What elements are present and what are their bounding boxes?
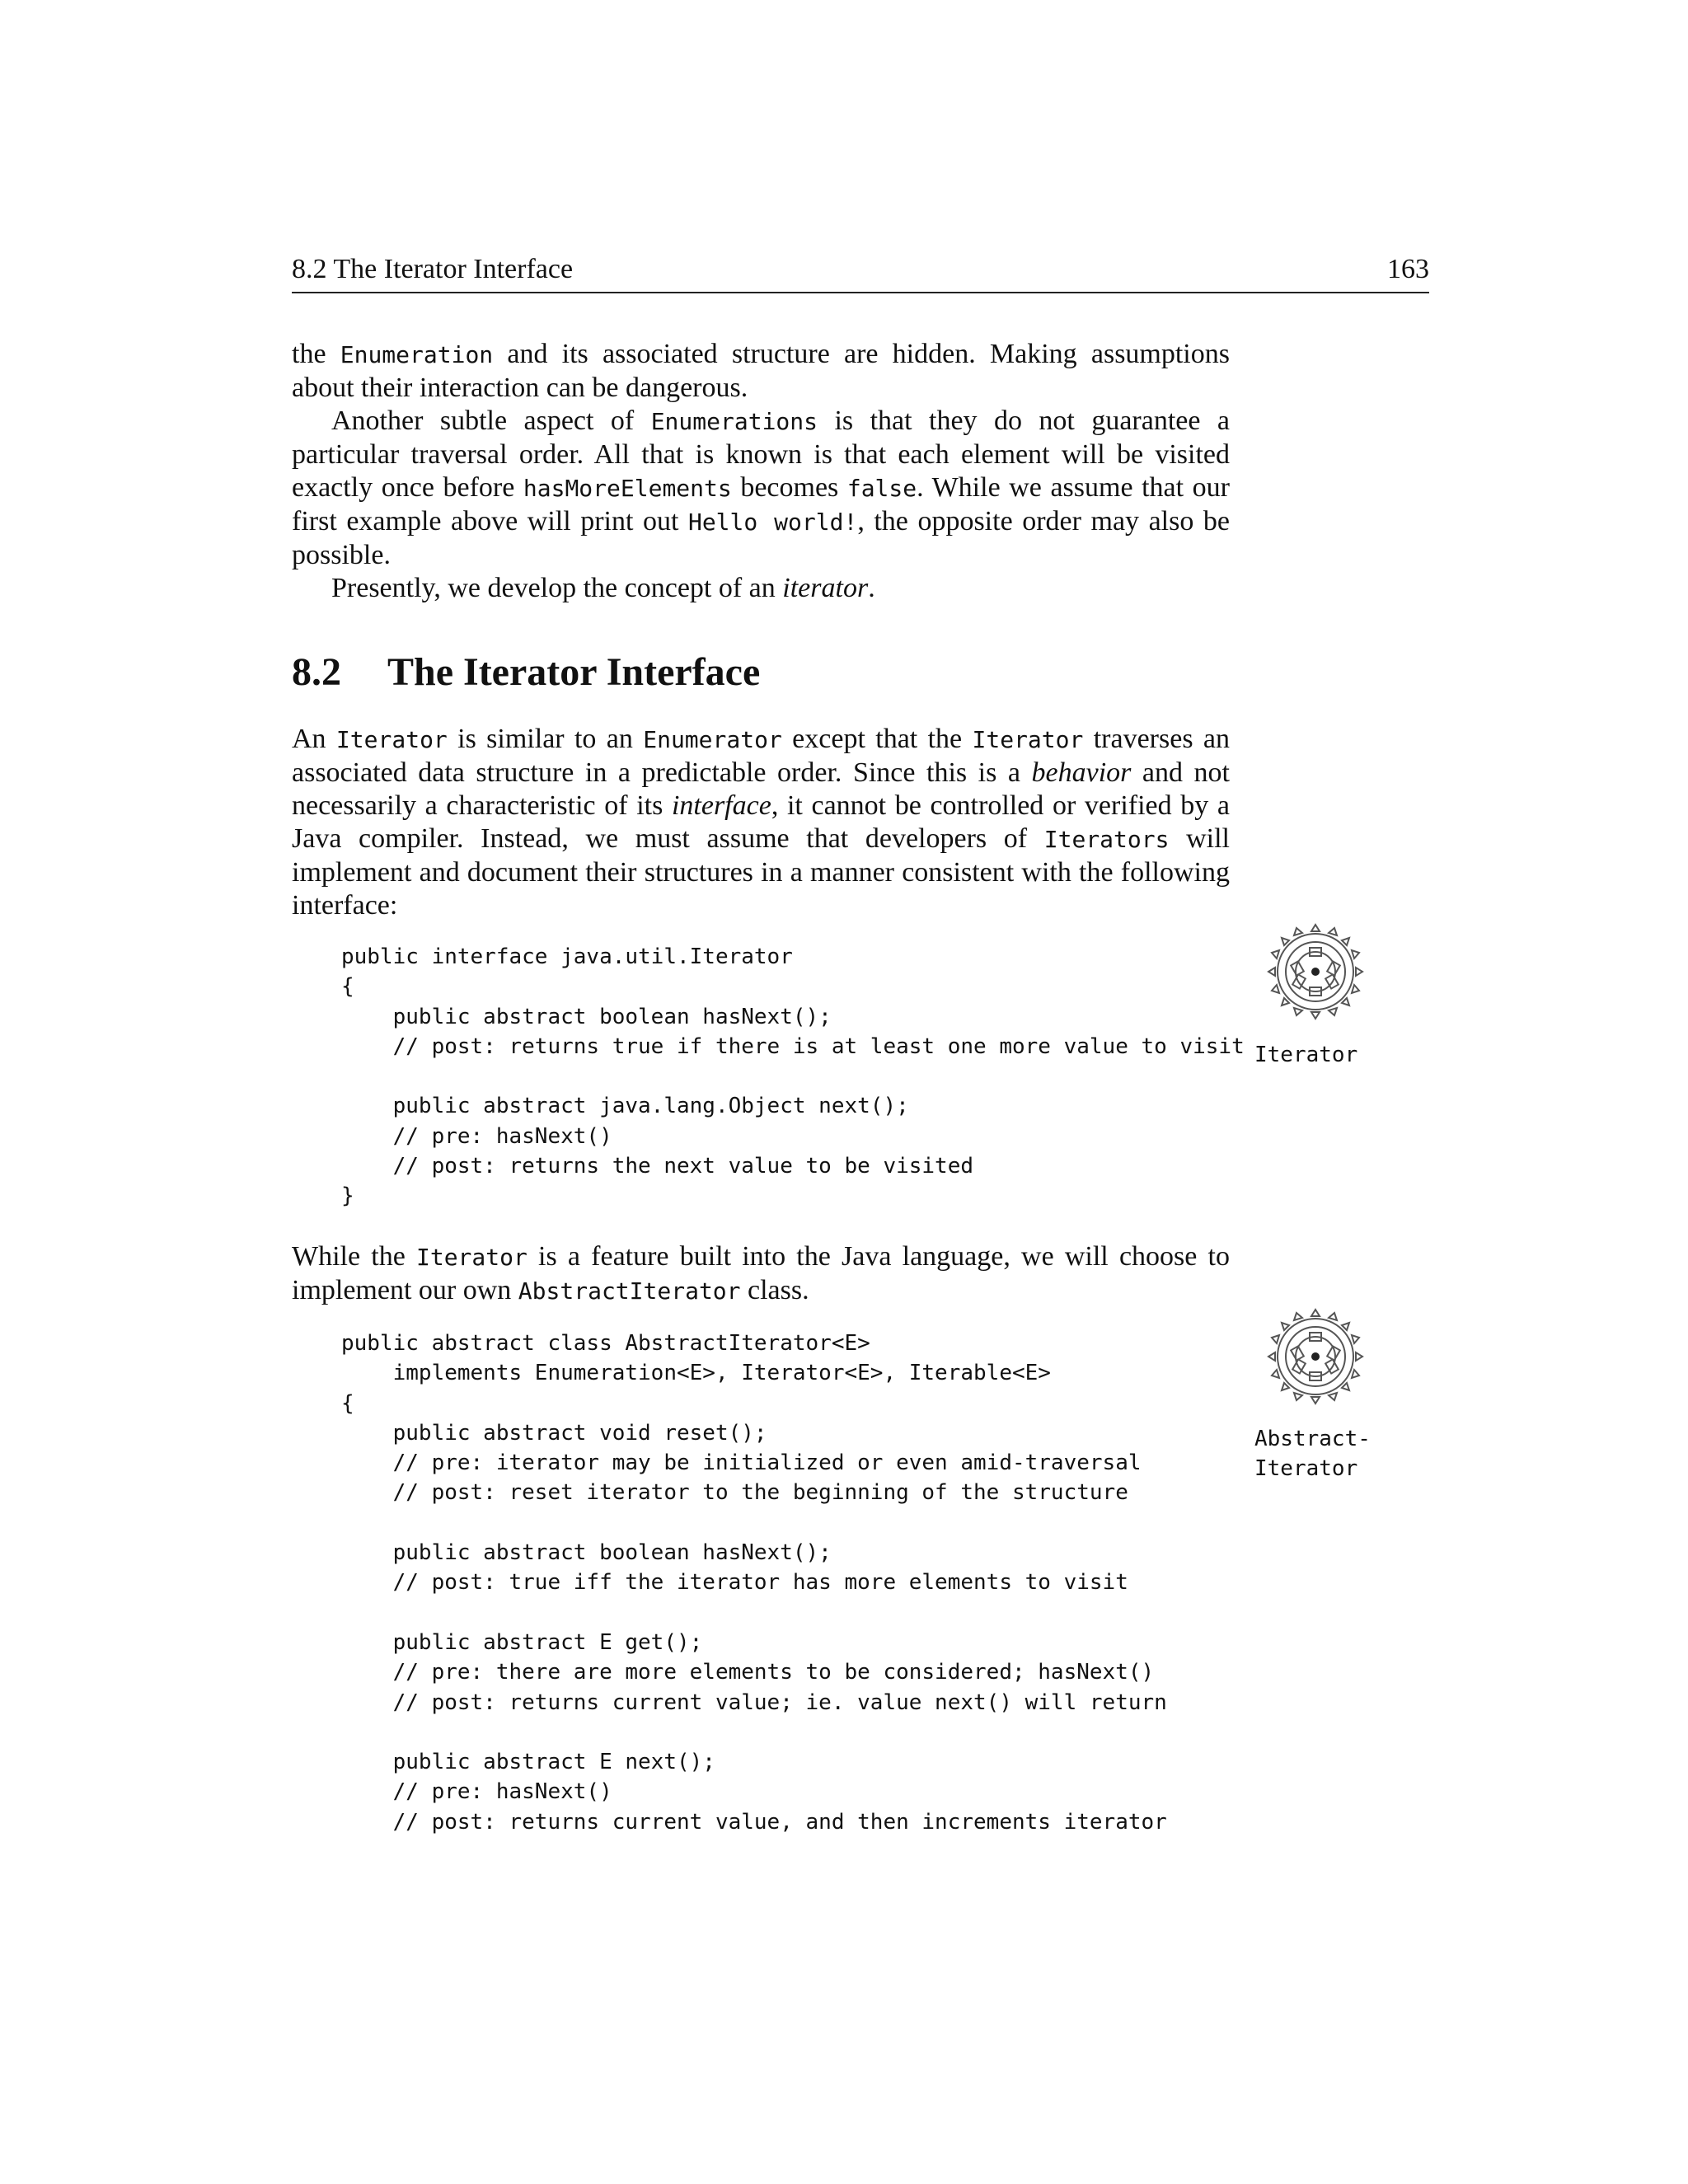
gear-icon [1265,921,1366,1022]
intro-paragraph-2: Another subtle aspect of Enumerations is that they do not guarantee a particular traversal order. All that is known is that each element will be visited exactly once before hasMoreElements becomes false. While we assume that our first example above will print out Hello world!, the opposite order may also be possible. [292,405,1230,570]
code-listing-iterator: public interface java.util.Iterator { public abstract boolean hasNext(); // post: returns true if there is at least one more value to visit public abstract java.lang.Object next(); // pre: hasNext() // post: returns the next value to be visited } [341,944,1245,1209]
code-listing-abstract-iterator: public abstract class AbstractIterator<E> implements Enumeration<E>, Iterator<E>, Iterable<E> { public abstract void reset(); // pre: iterator may be initialized or even amid-traversal // post: reset iterator to the beginning of the structure public abstract boolean hasNext(); // post: true iff the iterator has more elements to visit public abstract E get(); // pre: there are more elements to be considered; hasNext() // post: returns current value; ie. value next() will return public abstract E next(); // pre: hasNext() // post: returns current value, and then increments iterator [341,1331,1167,1835]
iterator-paragraph: An Iterator is similar to an Enumerator except that the Iterator traverses an associated data structure in a predictable order. Since this is a behavior and not necessarily a characteristic of its interface, it cannot be controlled or verified by a Java compiler. Instead, we must assume that developers of Iterators will implement and document their structures in a manner consistent with the following interface: [292,724,1230,921]
running-head [292,251,1429,293]
intro-text [292,338,1230,605]
code-enumeration: Enumeration [340,341,494,368]
running-head-section: 8.2 The Iterator Interface [292,254,574,284]
intro-paragraph-1: the Enumeration and its associated structure are hidden. Making assumptions about their interaction can be dangerous. [292,339,1230,403]
intro-paragraph-3: Presently, we develop the concept of an iterator. [331,573,875,603]
section-number: 8.2 [292,650,341,694]
margin-label-iterator: Iterator [1254,1043,1358,1067]
while-paragraph: While the Iterator is a feature built into the Java language, we will choose to implement our own AbstractIterator class. [292,1241,1230,1305]
section-heading [292,649,760,695]
margin-label-abstract-iterator: Abstract- Iterator [1254,1427,1371,1481]
page-number: 163 [1387,254,1429,284]
gear-icon [1265,1306,1366,1407]
section-title: The Iterator Interface [387,650,761,694]
